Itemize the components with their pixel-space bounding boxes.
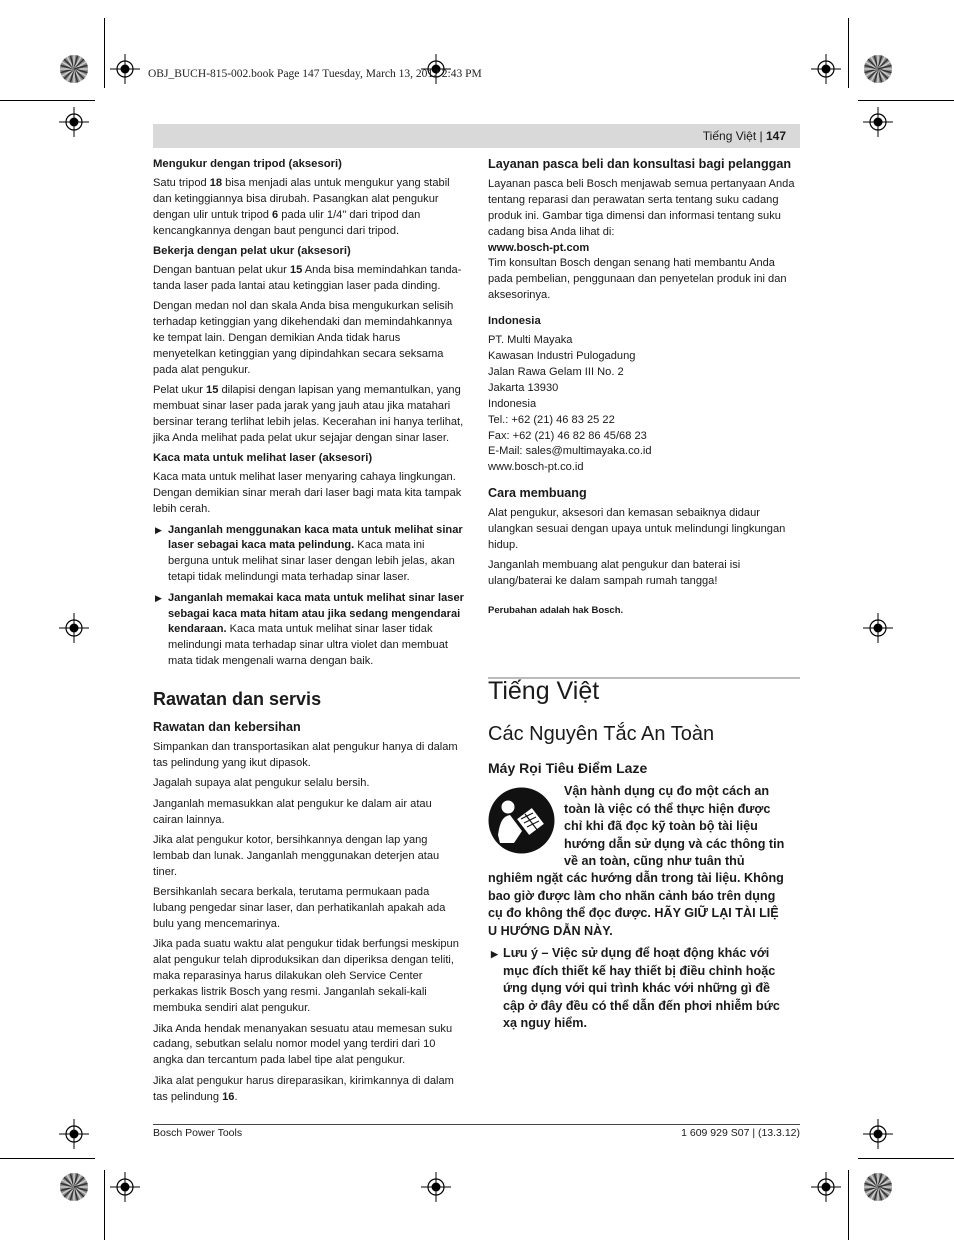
registration-mark-icon	[59, 613, 89, 643]
service-heading: Rawatan dan servis	[153, 689, 322, 710]
registration-mark-icon	[421, 1172, 451, 1202]
viet-warning-line: cập ở đây đều có thể dẫn đến phơi nhiễm bức	[503, 998, 780, 1013]
header-language: Tiếng Việt	[702, 129, 757, 143]
header-separator: |	[756, 129, 766, 143]
disposal-text-2: Janganlah membuang alat pengukur dan baterai isi ulang/baterai ke dalam sampah rumah tangga!	[488, 559, 741, 588]
viet-safety-line: U HƯỚNG DẪN NÀY.	[488, 923, 613, 938]
color-target-icon	[863, 54, 893, 84]
page-number: 147	[765, 129, 786, 143]
warning-bullet-1: ▶ Janganlah menggunakan kaca mata untuk melihat sinar laser sebagai kaca mata pelindung. Kaca mata ini berguna untuk melihat sinar laser dengan lebih jelas, akan tetapi tidak melindungi mata terhadap sinar laser.	[155, 523, 463, 584]
viet-safety-line: Vận hành dụng cụ đo một cách an	[564, 784, 770, 798]
registration-mark-icon	[863, 613, 893, 643]
tripod-text: Satu tripod 18 bisa menjadi alas untuk mengukur yang stabil dan ketinggiannya bisa dirubah. Pasangkan alat pengukur dengan ulir untuk tripod 6 pada ulir 1/4" dari tripod dan kencangkannya dengan baut pengunci dari tripod.	[153, 176, 450, 237]
cleaning-text-7: Jika Anda hendak menanyakan sesuatu atau memesan suku cadang, sebutkan selalu nomor model yang terdiri dari 10 angka dan tercantum pada label tipe alat pengukur.	[153, 1022, 453, 1067]
viet-warning-line: Lưu ý – Việc sử dụng để hoạt động khác với	[503, 946, 770, 960]
crop-mark	[104, 1170, 105, 1240]
cleaning-text-5: Bersihkanlah secara berkala, terutama permukaan pada lubang pengedar sinar laser, dan perhatikanlah apakah ada bulu yang mencemarinya.	[153, 886, 446, 931]
aftersales-heading: Layanan pasca beli dan konsultasi bagi pelanggan	[488, 157, 792, 171]
cleaning-heading: Rawatan dan kebersihan	[153, 720, 301, 735]
crop-mark	[848, 18, 849, 88]
disposal-text-1: Alat pengukur, aksesori dan kemasan sebaiknya didaur ulangkan sesuai dengan upaya untuk melindungi lingkungan hidup.	[488, 507, 786, 551]
read-manual-icon	[488, 787, 555, 854]
right-column	[488, 155, 802, 624]
plate-text-2: Dengan medan nol dan skala Anda bisa mengukurkan selisih terhadap ketinggian yang dikehendaki dan memindahkannya ke tempat lain. Dengan demikian Anda tidak harus menyetelkan ketinggian yang dipindahkan secara seksama pada alat pengukur.	[153, 300, 454, 376]
viet-safety-heading: Các Nguyên Tắc An Toàn	[488, 723, 715, 745]
color-target-icon	[59, 54, 89, 84]
cleaning-text-1: Simpankan dan transportasikan alat pengukur hanya di dalam tas pelindung yang ikut dipasok.	[153, 741, 458, 769]
tripod-heading: Mengukur dengan tripod (aksesori)	[153, 158, 342, 170]
registration-mark-icon	[59, 1119, 89, 1149]
viet-warning-line: ứng dụng với qui trình khác với những gì đề	[503, 981, 771, 995]
registration-mark-icon	[110, 1172, 140, 1202]
registration-mark-icon	[811, 1172, 841, 1202]
registration-mark-icon	[811, 54, 841, 84]
crop-mark	[858, 100, 954, 101]
viet-safety-line: cụ đo không thể đọc được. HÃY GIỮ LẠI TÀI LIỆ	[488, 906, 779, 920]
country-heading: Indonesia	[488, 315, 541, 328]
color-target-icon	[59, 1172, 89, 1202]
footer-rule	[153, 1124, 800, 1125]
address-block: PT. Multi Mayaka Kawasan Industri Pulogadung Jalan Rawa Gelam III No. 2 Jakarta 13930 Indonesia Tel.: +62 (21) 46 83 25 22 Fax: +62 (21) 46 82 86 45/68 23 E-Mail: sales@multimayaka.co.id www.bosch-pt.co.id	[488, 334, 652, 474]
triangle-bullet-icon: ▶	[155, 592, 162, 603]
plate-text-3: Pelat ukur 15 dilapisi dengan lapisan yang memantulkan, yang membuat sinar laser pada jarak yang jauh atau jika matahari bersinar terang terlihat lebih jelas. Kecerahan ini hanya terlihat, jika Anda melihat pada pelat ukur sejajar dengan sinar laser.	[153, 384, 464, 444]
registration-mark-icon	[863, 107, 893, 137]
crop-mark	[858, 1158, 954, 1159]
viet-safety-line: bao giờ được làm cho nhãn cảnh báo trên dụng	[488, 888, 776, 903]
registration-mark-icon	[110, 54, 140, 84]
color-target-icon	[863, 1172, 893, 1202]
viet-laser-heading: Máy Rọi Tiêu Điểm Laze	[488, 760, 648, 776]
viet-safety-line: hướng dẫn sử dụng và các thông tin	[564, 836, 785, 851]
crop-mark	[0, 100, 95, 101]
book-header: OBJ_BUCH-815-002.book Page 147 Tuesday, March 13, 2012 2:43 PM	[148, 68, 482, 80]
viet-safety-line: chỉ khi đã đọc kỹ toàn bộ tài liệu	[564, 819, 758, 833]
viet-warning-line: xạ nguy hiểm.	[503, 1016, 587, 1030]
cleaning-text-2: Jagalah supaya alat pengukur selalu bersih.	[153, 777, 370, 790]
aftersales-url: www.bosch-pt.com	[488, 241, 590, 254]
registration-mark-icon	[863, 1119, 893, 1149]
plate-text-1: Dengan bantuan pelat ukur 15 Anda bisa memindahkan tanda-tanda laser pada lantai atau ketinggian laser pada dinding.	[153, 263, 462, 292]
footer-brand: Bosch Power Tools	[153, 1127, 243, 1139]
glasses-text: Kaca mata untuk melihat laser menyaring cahaya lingkungan. Dengan demikian sinar merah dari laser bagi mata kita tampak lebih cerah.	[153, 471, 462, 516]
viet-safety-line: nghiêm ngặt các hướng dẫn trong tài liệu. Không	[488, 871, 784, 885]
viet-safety-line: toàn là việc có thể thực hiện được	[564, 801, 771, 816]
cleaning-text-8: Jika alat pengukur harus direparasikan, kirimkannya di dalam tas pelindung 16.	[153, 1074, 454, 1103]
plate-heading: Bekerja dengan pelat ukur (aksesori)	[153, 245, 351, 258]
crop-mark	[0, 1158, 95, 1159]
registration-mark-icon	[59, 107, 89, 137]
disposal-heading: Cara membuang	[488, 486, 587, 501]
viet-title: Tiếng Việt	[488, 677, 600, 705]
warning-bullet-2: ▶ Janganlah memakai kaca mata untuk melihat sinar laser sebagai kaca mata hitam atau jika sedang mengendarai kendaraan. Kaca mata untuk melihat sinar laser tidak melindungi mata terhadap sinar ultra violet dan membuat mata tidak mengenali warna dengan baik.	[155, 591, 464, 668]
crop-mark	[848, 1170, 849, 1240]
triangle-bullet-icon: ▶	[155, 524, 162, 535]
aftersales-text-1: Layanan pasca beli Bosch menjawab semua pertanyaan Anda tentang reparasi dan perawatan serta tentang suku cadang produk ini. Gambar tiga dimensi dan informasi tentang suku cadang bisa Anda lihat di:	[488, 177, 795, 238]
footer-code: 1 609 929 S07 | (13.3.12)	[681, 1127, 800, 1139]
cleaning-text-3: Janganlah memasukkan alat pengukur ke dalam air atau cairan lainnya.	[153, 797, 432, 826]
viet-warning-line: mục đích thiết kế hay thiết bị điều chỉnh hoặc	[503, 963, 776, 978]
glasses-heading: Kaca mata untuk melihat laser (aksesori)	[153, 452, 373, 465]
aftersales-text-2: Tim konsultan Bosch dengan senang hati membantu Anda pada pembelian, penggunaan dan penyetelan produk ini dan aksesorinya.	[488, 257, 787, 302]
crop-mark	[104, 18, 105, 88]
triangle-bullet-icon: ▶	[491, 949, 498, 959]
left-column	[153, 155, 465, 1110]
running-header	[153, 124, 800, 148]
rights-notice: Perubahan adalah hak Bosch.	[488, 605, 624, 617]
viet-safety-line: về an toàn, cũng như tuân thủ	[564, 854, 745, 868]
cleaning-text-4: Jika alat pengukur kotor, bersihkannya dengan lap yang lembab dan lunak. Janganlah menggunakan deterjen atau tiner.	[153, 834, 440, 878]
cleaning-text-6: Jika pada suatu waktu alat pengukur tidak berfungsi meskipun alat pengukur telah diproduksikan dan diperiksa dengan teliti, maka reparasinya harus dilakukan oleh Service Center perkakas listrik Bosch yang resmi. Janganlah sekali-kali membuka sendiri alat pengukur.	[153, 938, 459, 1015]
